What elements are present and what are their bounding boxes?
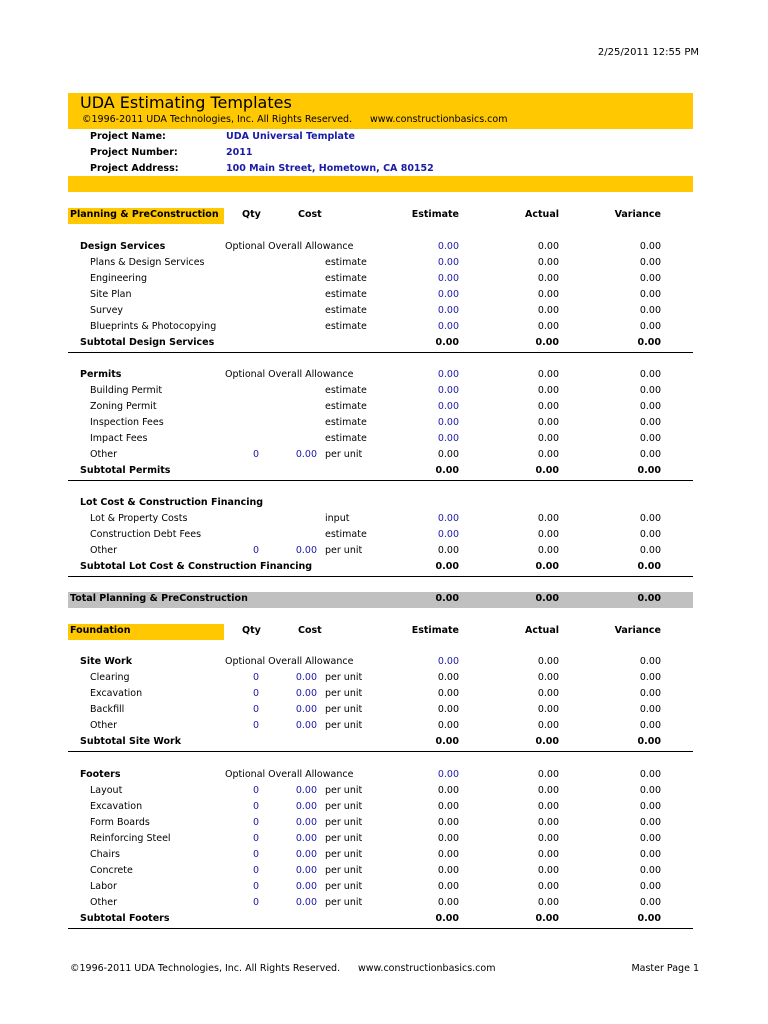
- actual-value: 0.00: [537, 385, 559, 396]
- section-title: Foundation: [70, 625, 131, 636]
- line-item-label: Excavation: [90, 688, 143, 699]
- variance-value: 0.00: [639, 513, 661, 524]
- section-title: Planning & PreConstruction: [70, 209, 219, 220]
- variance-value: 0.00: [639, 801, 661, 812]
- estimate-value: 0.00: [437, 704, 459, 715]
- actual-value: 0.00: [537, 785, 559, 796]
- subtotal-row: [68, 735, 693, 752]
- group-title: Footers: [80, 769, 121, 780]
- column-header-estimate: Estimate: [411, 209, 459, 220]
- unit-cost-input[interactable]: 0.00: [295, 545, 317, 556]
- actual-value: 0.00: [537, 289, 559, 300]
- estimate-value: 0.00: [437, 897, 459, 908]
- actual-value: 0.00: [537, 257, 559, 268]
- subtotal-actual: 0.00: [535, 465, 559, 476]
- column-header-actual: Actual: [525, 209, 559, 220]
- allowance-actual: 0.00: [537, 241, 559, 252]
- table-row: [68, 703, 693, 718]
- line-item-label: Other: [90, 897, 117, 908]
- quantity-input[interactable]: 0: [252, 881, 259, 892]
- unit-cost-input[interactable]: 0.00: [295, 849, 317, 860]
- actual-value: 0.00: [537, 833, 559, 844]
- table-row: [68, 256, 693, 271]
- group-header-row: [68, 240, 693, 255]
- variance-value: 0.00: [639, 849, 661, 860]
- table-row: [68, 671, 693, 686]
- variance-value: 0.00: [639, 273, 661, 284]
- actual-value: 0.00: [537, 801, 559, 812]
- actual-value: 0.00: [537, 817, 559, 828]
- estimate-input[interactable]: 0.00: [437, 433, 459, 444]
- column-header-cost: Cost: [298, 209, 322, 220]
- actual-value: 0.00: [537, 273, 559, 284]
- variance-value: 0.00: [639, 321, 661, 332]
- column-header-cost: Cost: [298, 625, 322, 636]
- quantity-input[interactable]: 0: [252, 817, 259, 828]
- unit-label: per unit: [325, 545, 363, 556]
- estimate-value: 0.00: [437, 849, 459, 860]
- table-row: [68, 512, 693, 527]
- actual-value: 0.00: [537, 897, 559, 908]
- actual-value: 0.00: [537, 401, 559, 412]
- subtotal-actual: 0.00: [535, 561, 559, 572]
- group-title: Lot Cost & Construction Financing: [80, 497, 264, 508]
- unit-cost-input[interactable]: 0.00: [295, 817, 317, 828]
- unit-cost-input[interactable]: 0.00: [295, 897, 317, 908]
- variance-value: 0.00: [639, 545, 661, 556]
- allowance-label: Optional Overall Allowance: [225, 369, 354, 380]
- line-item-label: Site Plan: [90, 289, 132, 300]
- subtotal-estimate: 0.00: [435, 913, 459, 924]
- project-name-value[interactable]: UDA Universal Template: [226, 131, 355, 142]
- table-row: [68, 448, 693, 463]
- variance-value: 0.00: [639, 865, 661, 876]
- group-header-row: [68, 768, 693, 783]
- unit-cost-input[interactable]: 0.00: [295, 833, 317, 844]
- subtotal-label: Subtotal Permits: [80, 465, 171, 476]
- table-row: [68, 432, 693, 447]
- total-label: Total Planning & PreConstruction: [70, 593, 248, 604]
- allowance-variance: 0.00: [639, 656, 661, 667]
- subtotal-row: [68, 336, 693, 353]
- footer-website: www.constructionbasics.com: [358, 963, 496, 974]
- unit-cost-input[interactable]: 0.00: [295, 449, 317, 460]
- subtotal-variance: 0.00: [637, 337, 661, 348]
- quantity-input[interactable]: 0: [252, 833, 259, 844]
- table-row: [68, 816, 693, 831]
- column-header-estimate: Estimate: [411, 625, 459, 636]
- line-item-label: Chairs: [90, 849, 120, 860]
- table-row: [68, 544, 693, 559]
- unit-cost-input[interactable]: 0.00: [295, 881, 317, 892]
- allowance-actual: 0.00: [537, 769, 559, 780]
- actual-value: 0.00: [537, 672, 559, 683]
- column-header-variance: Variance: [614, 625, 661, 636]
- estimate-value: 0.00: [437, 720, 459, 731]
- unit-label: per unit: [325, 704, 363, 715]
- variance-value: 0.00: [639, 704, 661, 715]
- quantity-input[interactable]: 0: [252, 785, 259, 796]
- line-item-label: Layout: [90, 785, 123, 796]
- estimate-value: 0.00: [437, 865, 459, 876]
- subtotal-label: Subtotal Lot Cost & Construction Financing: [80, 561, 313, 572]
- line-item-label: Other: [90, 720, 117, 731]
- header-copyright: ©1996-2011 UDA Technologies, Inc. All Rights Reserved.: [82, 114, 353, 125]
- table-row: [68, 288, 693, 303]
- line-item-label: Other: [90, 449, 117, 460]
- variance-value: 0.00: [639, 449, 661, 460]
- unit-cost-input[interactable]: 0.00: [295, 688, 317, 699]
- subtotal-estimate: 0.00: [435, 736, 459, 747]
- variance-value: 0.00: [639, 688, 661, 699]
- variance-value: 0.00: [639, 417, 661, 428]
- actual-value: 0.00: [537, 449, 559, 460]
- group-header-row: [68, 496, 693, 511]
- line-item-label: Backfill: [90, 704, 125, 715]
- quantity-input[interactable]: 0: [252, 720, 259, 731]
- estimate-mode-label: estimate: [325, 257, 367, 268]
- subtotal-variance: 0.00: [637, 465, 661, 476]
- line-item-label: Impact Fees: [90, 433, 148, 444]
- project-number-label: Project Number:: [90, 147, 178, 158]
- project-address-value[interactable]: 100 Main Street, Hometown, CA 80152: [226, 163, 434, 174]
- total-estimate: 0.00: [435, 593, 459, 604]
- line-item-label: Labor: [90, 881, 117, 892]
- quantity-input[interactable]: 0: [252, 688, 259, 699]
- header-website: www.constructionbasics.com: [370, 114, 508, 125]
- table-row: [68, 416, 693, 431]
- quantity-input[interactable]: 0: [252, 545, 259, 556]
- variance-value: 0.00: [639, 720, 661, 731]
- estimate-value: 0.00: [437, 881, 459, 892]
- actual-value: 0.00: [537, 529, 559, 540]
- line-item-label: Other: [90, 545, 117, 556]
- unit-label: per unit: [325, 785, 363, 796]
- subtotal-row: [68, 912, 693, 929]
- estimate-input[interactable]: 0.00: [437, 321, 459, 332]
- subtotal-estimate: 0.00: [435, 337, 459, 348]
- subtotal-variance: 0.00: [637, 913, 661, 924]
- subtotal-actual: 0.00: [535, 736, 559, 747]
- allowance-estimate[interactable]: 0.00: [437, 769, 459, 780]
- table-row: [68, 848, 693, 863]
- actual-value: 0.00: [537, 545, 559, 556]
- unit-label: per unit: [325, 672, 363, 683]
- estimate-value: 0.00: [437, 449, 459, 460]
- quantity-input[interactable]: 0: [252, 801, 259, 812]
- unit-cost-input[interactable]: 0.00: [295, 672, 317, 683]
- group-title: Design Services: [80, 241, 166, 252]
- estimate-value: 0.00: [437, 688, 459, 699]
- estimate-input[interactable]: 0.00: [437, 257, 459, 268]
- line-item-label: Construction Debt Fees: [90, 529, 202, 540]
- table-row: [68, 896, 693, 911]
- unit-cost-input[interactable]: 0.00: [295, 865, 317, 876]
- subtotal-estimate: 0.00: [435, 561, 459, 572]
- estimate-input[interactable]: 0.00: [437, 401, 459, 412]
- actual-value: 0.00: [537, 865, 559, 876]
- estimate-value: 0.00: [437, 672, 459, 683]
- unit-label: per unit: [325, 865, 363, 876]
- allowance-estimate[interactable]: 0.00: [437, 241, 459, 252]
- variance-value: 0.00: [639, 305, 661, 316]
- line-item-label: Excavation: [90, 801, 143, 812]
- estimate-value: 0.00: [437, 785, 459, 796]
- quantity-input[interactable]: 0: [252, 865, 259, 876]
- actual-value: 0.00: [537, 704, 559, 715]
- unit-cost-input[interactable]: 0.00: [295, 720, 317, 731]
- allowance-estimate[interactable]: 0.00: [437, 656, 459, 667]
- variance-value: 0.00: [639, 817, 661, 828]
- footer-page-number: Master Page 1: [631, 963, 699, 974]
- estimate-value: 0.00: [437, 801, 459, 812]
- variance-value: 0.00: [639, 881, 661, 892]
- line-item-label: Lot & Property Costs: [90, 513, 188, 524]
- table-row: [68, 528, 693, 543]
- line-item-label: Plans & Design Services: [90, 257, 205, 268]
- column-header-qty: Qty: [242, 209, 261, 220]
- variance-value: 0.00: [639, 385, 661, 396]
- line-item-label: Engineering: [90, 273, 147, 284]
- table-row: [68, 272, 693, 287]
- estimate-input[interactable]: 0.00: [437, 529, 459, 540]
- allowance-label: Optional Overall Allowance: [225, 656, 354, 667]
- variance-value: 0.00: [639, 672, 661, 683]
- section-header-row: [68, 208, 693, 224]
- quantity-input[interactable]: 0: [252, 849, 259, 860]
- subtotal-variance: 0.00: [637, 736, 661, 747]
- column-header-actual: Actual: [525, 625, 559, 636]
- project-address-label: Project Address:: [90, 163, 179, 174]
- table-row: [68, 687, 693, 702]
- section-header-row: [68, 624, 693, 640]
- page-title: UDA Estimating Templates: [80, 93, 292, 112]
- actual-value: 0.00: [537, 849, 559, 860]
- table-row: [68, 864, 693, 879]
- unit-label: per unit: [325, 817, 363, 828]
- subtotal-estimate: 0.00: [435, 465, 459, 476]
- variance-value: 0.00: [639, 529, 661, 540]
- table-row: [68, 800, 693, 815]
- estimate-mode-label: estimate: [325, 529, 367, 540]
- variance-value: 0.00: [639, 289, 661, 300]
- group-title: Site Work: [80, 656, 133, 667]
- table-row: [68, 832, 693, 847]
- table-row: [68, 880, 693, 895]
- subtotal-row: [68, 464, 693, 481]
- group-header-row: [68, 655, 693, 670]
- table-row: [68, 784, 693, 799]
- actual-value: 0.00: [537, 433, 559, 444]
- estimate-input[interactable]: 0.00: [437, 385, 459, 396]
- variance-value: 0.00: [639, 433, 661, 444]
- unit-label: per unit: [325, 881, 363, 892]
- actual-value: 0.00: [537, 688, 559, 699]
- line-item-label: Blueprints & Photocopying: [90, 321, 217, 332]
- line-item-label: Survey: [90, 305, 124, 316]
- unit-label: per unit: [325, 801, 363, 812]
- unit-label: per unit: [325, 897, 363, 908]
- actual-value: 0.00: [537, 321, 559, 332]
- estimate-input[interactable]: 0.00: [437, 289, 459, 300]
- unit-label: per unit: [325, 849, 363, 860]
- allowance-actual: 0.00: [537, 656, 559, 667]
- estimate-mode-label: estimate: [325, 433, 367, 444]
- line-item-label: Clearing: [90, 672, 130, 683]
- line-item-label: Form Boards: [90, 817, 150, 828]
- table-row: [68, 384, 693, 399]
- estimate-input[interactable]: 0.00: [437, 513, 459, 524]
- line-item-label: Inspection Fees: [90, 417, 164, 428]
- group-title: Permits: [80, 369, 122, 380]
- quantity-input[interactable]: 0: [252, 897, 259, 908]
- estimate-mode-label: estimate: [325, 385, 367, 396]
- unit-label: per unit: [325, 833, 363, 844]
- allowance-variance: 0.00: [639, 369, 661, 380]
- actual-value: 0.00: [537, 720, 559, 731]
- line-item-label: Zoning Permit: [90, 401, 157, 412]
- unit-label: per unit: [325, 449, 363, 460]
- variance-value: 0.00: [639, 785, 661, 796]
- variance-value: 0.00: [639, 401, 661, 412]
- allowance-label: Optional Overall Allowance: [225, 769, 354, 780]
- actual-value: 0.00: [537, 305, 559, 316]
- table-row: [68, 320, 693, 335]
- total-row: [68, 592, 693, 608]
- unit-cost-input[interactable]: 0.00: [295, 785, 317, 796]
- line-item-label: Concrete: [90, 865, 133, 876]
- allowance-estimate[interactable]: 0.00: [437, 369, 459, 380]
- allowance-variance: 0.00: [639, 241, 661, 252]
- variance-value: 0.00: [639, 833, 661, 844]
- footer-copyright: ©1996-2011 UDA Technologies, Inc. All Rights Reserved.: [70, 963, 341, 974]
- line-item-label: Building Permit: [90, 385, 163, 396]
- allowance-variance: 0.00: [639, 769, 661, 780]
- actual-value: 0.00: [537, 513, 559, 524]
- unit-label: per unit: [325, 688, 363, 699]
- total-variance: 0.00: [637, 593, 661, 604]
- table-row: [68, 400, 693, 415]
- subtotal-label: Subtotal Site Work: [80, 736, 182, 747]
- column-header-qty: Qty: [242, 625, 261, 636]
- estimate-input[interactable]: 0.00: [437, 273, 459, 284]
- subtotal-variance: 0.00: [637, 561, 661, 572]
- total-actual: 0.00: [535, 593, 559, 604]
- subtotal-actual: 0.00: [535, 337, 559, 348]
- line-item-label: Reinforcing Steel: [90, 833, 171, 844]
- print-timestamp: 2/25/2011 12:55 PM: [597, 47, 699, 58]
- group-header-row: [68, 368, 693, 383]
- header-divider-bar: [68, 176, 693, 192]
- subtotal-actual: 0.00: [535, 913, 559, 924]
- table-row: [68, 719, 693, 734]
- estimate-value: 0.00: [437, 545, 459, 556]
- subtotal-label: Subtotal Design Services: [80, 337, 215, 348]
- subtotal-row: [68, 560, 693, 577]
- quantity-input[interactable]: 0: [252, 672, 259, 683]
- unit-label: per unit: [325, 720, 363, 731]
- actual-value: 0.00: [537, 881, 559, 892]
- estimate-value: 0.00: [437, 817, 459, 828]
- estimate-mode-label: input: [325, 513, 350, 524]
- estimate-mode-label: estimate: [325, 289, 367, 300]
- estimate-mode-label: estimate: [325, 417, 367, 428]
- table-row: [68, 304, 693, 319]
- subtotal-label: Subtotal Footers: [80, 913, 170, 924]
- estimate-mode-label: estimate: [325, 401, 367, 412]
- variance-value: 0.00: [639, 257, 661, 268]
- estimate-value: 0.00: [437, 833, 459, 844]
- unit-cost-input[interactable]: 0.00: [295, 801, 317, 812]
- estimate-input[interactable]: 0.00: [437, 417, 459, 428]
- project-name-label: Project Name:: [90, 131, 166, 142]
- quantity-input[interactable]: 0: [252, 449, 259, 460]
- unit-cost-input[interactable]: 0.00: [295, 704, 317, 715]
- estimate-input[interactable]: 0.00: [437, 305, 459, 316]
- column-header-variance: Variance: [614, 209, 661, 220]
- estimate-mode-label: estimate: [325, 305, 367, 316]
- estimate-mode-label: estimate: [325, 321, 367, 332]
- variance-value: 0.00: [639, 897, 661, 908]
- project-number-value[interactable]: 2011: [226, 147, 253, 158]
- allowance-label: Optional Overall Allowance: [225, 241, 354, 252]
- estimate-mode-label: estimate: [325, 273, 367, 284]
- quantity-input[interactable]: 0: [252, 704, 259, 715]
- allowance-actual: 0.00: [537, 369, 559, 380]
- actual-value: 0.00: [537, 417, 559, 428]
